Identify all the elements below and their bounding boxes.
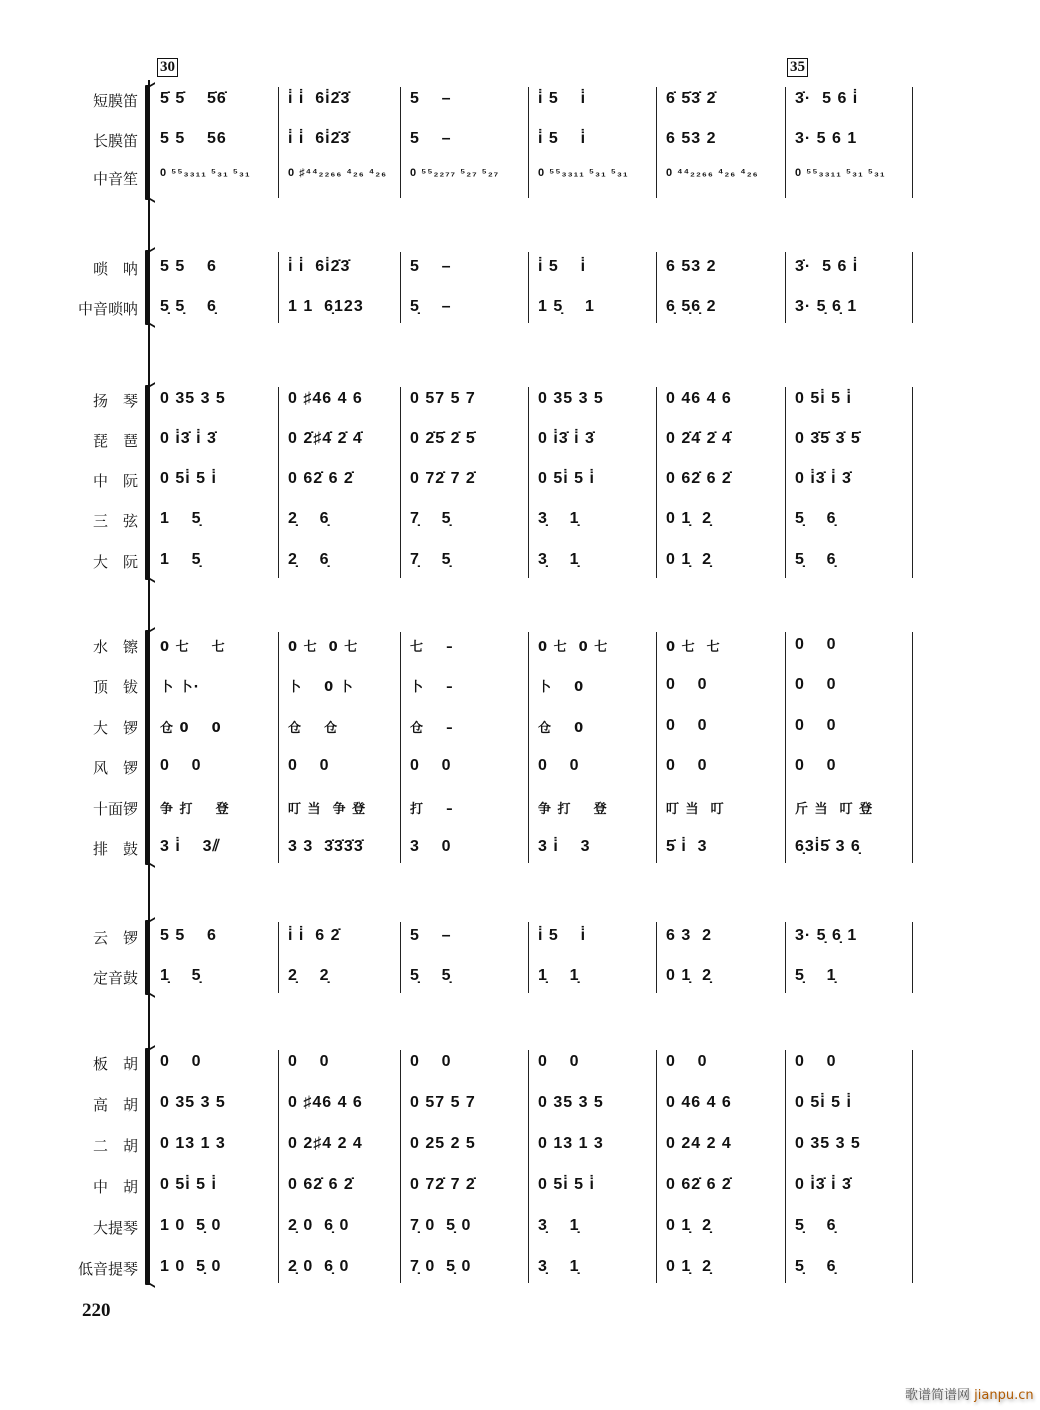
measure-notation: 0 0 xyxy=(795,757,837,774)
page-number: 220 xyxy=(82,1300,111,1321)
measure-notation: 3 3 3̇3̇3̇3̇ xyxy=(288,838,364,855)
measure-notation: 7̣ 5̣ xyxy=(410,551,452,568)
instrument-label: 唢 呐 xyxy=(92,260,138,278)
barline xyxy=(278,387,279,578)
measure-notation: 6 53 2 xyxy=(666,130,717,147)
measure-notation: 卜 0 卜 xyxy=(288,680,354,695)
measure-notation: 5̣ – xyxy=(410,298,452,315)
barline xyxy=(278,1050,279,1283)
barline xyxy=(400,387,401,578)
instrument-label: 云 锣 xyxy=(92,929,138,947)
instrument-label: 大 阮 xyxy=(92,553,138,571)
barline xyxy=(278,632,279,863)
barline xyxy=(400,1050,401,1283)
barline xyxy=(528,632,529,863)
measure-notation: 仓 0 xyxy=(538,721,585,736)
measure-notation: 0 62̇ 6 2̇ xyxy=(288,470,354,487)
measure-notation: 5̣ 5̣ xyxy=(410,967,452,984)
measure-notation: 5̇ i̇ 3 xyxy=(666,838,708,855)
measure-notation: 0 ⁵⁵₃₃₁₁ ⁵₃₁ ⁵₃₁ xyxy=(160,167,251,179)
measure-notation: 卜 卜· xyxy=(160,680,200,695)
measure-notation: 0 0 xyxy=(288,1053,330,1070)
measure-notation: 0 13 1 3 xyxy=(160,1135,226,1152)
measure-notation: i̇ 5 i̇ xyxy=(538,90,587,107)
measure-notation: 6̇ 5̇3̇ 2̇ xyxy=(666,90,717,107)
measure-notation: 0 0 xyxy=(160,1053,202,1070)
measure-notation: 争 打 登 xyxy=(538,802,608,817)
bracket-bowed-strings xyxy=(145,1048,150,1285)
measure-notation: 5̣ 6̣ xyxy=(795,510,837,527)
bracket-percussion xyxy=(145,630,150,865)
measure-notation: 0 62̇ 6 2̇ xyxy=(666,1176,732,1193)
barline xyxy=(528,922,529,993)
barline xyxy=(278,922,279,993)
measure-notation: 5̣ 6̣ xyxy=(795,1258,837,1275)
instrument-label: 三 弦 xyxy=(92,512,138,530)
instrument-label: 长膜笛 xyxy=(92,132,138,150)
measure-notation: 3 0 xyxy=(410,838,452,855)
measure-notation: 0 3̇5̇ 3̇ 5̇ xyxy=(795,430,861,447)
measure-notation: 0 ♯⁴⁴₂₂₆₆ ⁴₂₆ ⁴₂₆ xyxy=(288,167,388,179)
barline xyxy=(528,387,529,578)
measure-notation: 1̣ 1̣ xyxy=(538,967,580,984)
measure-notation: 0 0 xyxy=(410,1053,452,1070)
barline xyxy=(400,87,401,198)
barline xyxy=(785,252,786,323)
barline xyxy=(785,387,786,578)
instrument-label: 二 胡 xyxy=(92,1137,138,1155)
measure-notation: 仓 仓 xyxy=(288,721,339,736)
measure-notation: 3̇· 5 6 i̇ xyxy=(795,90,859,107)
measure-notation: 5̣ 6̣ xyxy=(795,551,837,568)
measure-notation: 6 3 2 xyxy=(666,927,713,944)
measure-notation: 卜 0 xyxy=(538,680,585,695)
watermark xyxy=(905,1384,1034,1403)
measure-notation: i̇ 5 i̇ xyxy=(538,258,587,275)
measure-notation: i̇ i̇ 6i̇2̇3̇ xyxy=(288,90,351,107)
measure-notation: 打 – xyxy=(410,802,454,817)
barline xyxy=(912,87,913,198)
barline xyxy=(528,87,529,198)
measure-notation: 3 i̇ 3 xyxy=(538,838,591,855)
measure-notation: i̇ i̇ 6 2̇ xyxy=(288,927,341,944)
measure-notation: 5̣ 5̣ 6̣ xyxy=(160,298,217,315)
measure-notation: 2̣ 2̣ xyxy=(288,967,330,984)
measure-notation: 0 1̣ 2̣ xyxy=(666,1217,713,1234)
measure-notation: 0 35 3 5 xyxy=(538,1094,604,1111)
barline xyxy=(785,922,786,993)
bracket-winds xyxy=(145,85,150,200)
measure-notation: 0 0 xyxy=(666,717,708,734)
instrument-label: 高 胡 xyxy=(92,1096,138,1114)
instrument-label: 短膜笛 xyxy=(92,92,138,110)
measure-notation: i̇ i̇ 6i̇2̇3̇ xyxy=(288,258,351,275)
instrument-label: 定音鼓 xyxy=(92,969,138,987)
measure-notation: 5̣ 6̣ xyxy=(795,1217,837,1234)
measure-notation: 0 1̣ 2̣ xyxy=(666,551,713,568)
measure-notation: 0 2̇5̇ 2̇ 5̇ xyxy=(410,430,476,447)
measure-notation: 5 – xyxy=(410,130,452,147)
measure-notation: 0 1̣ 2̣ xyxy=(666,1258,713,1275)
barline xyxy=(785,1050,786,1283)
rehearsal-mark: 35 xyxy=(787,58,808,77)
watermark-text: 歌谱简谱网 xyxy=(905,1388,971,1403)
measure-notation: 5 5 6 xyxy=(160,927,217,944)
measure-notation: 争 打 登 xyxy=(160,802,230,817)
measure-notation: 0 24 2 4 xyxy=(666,1135,732,1152)
measure-notation: 0 2̇4̇ 2̇ 4̇ xyxy=(666,430,732,447)
measure-notation: 0 5i̇ 5 i̇ xyxy=(160,1176,217,1193)
measure-notation: 0 ♯46 4 6 xyxy=(288,1094,363,1111)
measure-notation: 0 2♯4 2 4 xyxy=(288,1135,363,1152)
measure-notation: 1 5̣ xyxy=(160,510,202,527)
measure-notation: 5 – xyxy=(410,927,452,944)
rehearsal-mark: 30 xyxy=(157,58,178,77)
measure-notation: 0 七 0 七 xyxy=(288,640,359,655)
bracket-yunluo-timpani xyxy=(145,920,150,995)
instrument-label: 水 镲 xyxy=(92,638,138,656)
measure-notation: 6̣ 5̣6̣ 2 xyxy=(666,298,717,315)
measure-notation: 斤 当 叮 登 xyxy=(795,802,874,817)
measure-notation: 5 – xyxy=(410,90,452,107)
instrument-label: 十面锣 xyxy=(92,800,138,818)
barline xyxy=(656,922,657,993)
measure-notation: 叮 当 叮 xyxy=(666,802,725,817)
measure-notation: 1 0 5̣ 0 xyxy=(160,1258,222,1275)
measure-notation: 0 57 5 7 xyxy=(410,390,476,407)
measure-notation: 0 0 xyxy=(795,1053,837,1070)
measure-notation: 3· 5̣ 6̣ 1 xyxy=(795,927,858,944)
measure-notation: 0 5i̇ 5 i̇ xyxy=(795,390,852,407)
measure-notation: 2̣ 0 6̣ 0 xyxy=(288,1217,350,1234)
measure-notation: i̇ 5 i̇ xyxy=(538,130,587,147)
measure-notation: 0 0 xyxy=(538,757,580,774)
barline xyxy=(912,252,913,323)
barline xyxy=(912,1050,913,1283)
measure-notation: 0 ♯46 4 6 xyxy=(288,390,363,407)
measure-notation: 0 ⁵⁵₃₃₁₁ ⁵₃₁ ⁵₃₁ xyxy=(538,167,629,179)
instrument-label: 风 锣 xyxy=(92,759,138,777)
measure-notation: 2̣ 0 6̣ 0 xyxy=(288,1258,350,1275)
measure-notation: 0 5i̇ 5 i̇ xyxy=(538,470,595,487)
measure-notation: 0 46 4 6 xyxy=(666,1094,732,1111)
measure-notation: 0 46 4 6 xyxy=(666,390,732,407)
measure-notation: 0 35 3 5 xyxy=(160,390,226,407)
measure-notation: 1 5̣ 1 xyxy=(538,298,595,315)
bracket-plucked-strings xyxy=(145,385,150,580)
barline xyxy=(912,922,913,993)
measure-notation: 0 35 3 5 xyxy=(795,1135,861,1152)
barline xyxy=(656,87,657,198)
measure-notation: 0 0 xyxy=(795,676,837,693)
measure-notation: 0 57 5 7 xyxy=(410,1094,476,1111)
barline xyxy=(656,1050,657,1283)
barline xyxy=(278,87,279,198)
measure-notation: 6̣3i̇5̇ 3 6̣ xyxy=(795,838,861,855)
measure-notation: 0 0 xyxy=(666,757,708,774)
measure-notation: 0 62̇ 6 2̇ xyxy=(288,1176,354,1193)
measure-notation: 1 5̣ xyxy=(160,551,202,568)
measure-notation: 6 53 2 xyxy=(666,258,717,275)
instrument-label: 大提琴 xyxy=(92,1219,138,1237)
measure-notation: 七 – xyxy=(410,640,454,655)
measure-notation: 0 0 xyxy=(160,757,202,774)
measure-notation: 0 i̇3̇ i̇ 3̇ xyxy=(795,1176,852,1193)
measure-notation: 卜 – xyxy=(410,680,454,695)
barline xyxy=(912,387,913,578)
measure-notation: 0 0 xyxy=(666,676,708,693)
measure-notation: 0 i̇3̇ i̇ 3̇ xyxy=(160,430,217,447)
barline xyxy=(656,632,657,863)
measure-notation: 0 35 3 5 xyxy=(160,1094,226,1111)
measure-notation: 2̣ 6̣ xyxy=(288,510,330,527)
measure-notation: 7̣ 0 5̣ 0 xyxy=(410,1217,472,1234)
measure-notation: 3̣ 1̣ xyxy=(538,1217,580,1234)
measure-notation: 5̣ 1̣ xyxy=(795,967,837,984)
bracket-suona xyxy=(145,250,150,325)
measure-notation: 0 25 2 5 xyxy=(410,1135,476,1152)
measure-notation: 0 七 0 七 xyxy=(538,640,609,655)
measure-notation: i̇ 5 i̇ xyxy=(538,927,587,944)
barline xyxy=(400,922,401,993)
measure-notation: 0 5i̇ 5 i̇ xyxy=(538,1176,595,1193)
instrument-label: 顶 钹 xyxy=(92,678,138,696)
measure-notation: 1̣ 5̣ xyxy=(160,967,202,984)
instrument-label: 琵 琶 xyxy=(92,432,138,450)
measure-notation: 0 0 xyxy=(410,757,452,774)
instrument-label: 排 鼓 xyxy=(92,840,138,858)
measure-notation: 0 5i̇ 5 i̇ xyxy=(795,1094,852,1111)
watermark-url: jianpu.cn xyxy=(974,1388,1034,1403)
instrument-label: 中 阮 xyxy=(92,472,138,490)
measure-notation: 仓 – xyxy=(410,721,454,736)
measure-notation: 0 0 xyxy=(795,636,837,653)
measure-notation: 0 2̇♯4̇ 2̇ 4̇ xyxy=(288,430,363,447)
barline xyxy=(656,387,657,578)
instrument-label: 扬 琴 xyxy=(92,392,138,410)
instrument-label: 大 锣 xyxy=(92,719,138,737)
measure-notation: 3̣ 1̣ xyxy=(538,510,580,527)
measure-notation: 0 七 七 xyxy=(160,640,226,655)
barline xyxy=(278,252,279,323)
measure-notation: 0 1̣ 2̣ xyxy=(666,967,713,984)
barline xyxy=(912,632,913,863)
barline xyxy=(528,252,529,323)
measure-notation: 3· 5 6 1 xyxy=(795,130,858,147)
measure-notation: 0 i̇3̇ i̇ 3̇ xyxy=(795,470,852,487)
barline xyxy=(400,632,401,863)
measure-notation: 0 ⁵⁵₃₃₁₁ ⁵₃₁ ⁵₃₁ xyxy=(795,167,886,179)
measure-notation: 7̣ 5̣ xyxy=(410,510,452,527)
barline xyxy=(785,632,786,863)
measure-notation: 5 5 6 xyxy=(160,258,217,275)
measure-notation: 0 72̇ 7 2̇ xyxy=(410,1176,476,1193)
measure-notation: 0 七 七 xyxy=(666,640,721,655)
measure-notation: 5̇ 5̇ 5̇6̇ xyxy=(160,90,227,107)
instrument-label: 低音提琴 xyxy=(77,1260,138,1278)
barline xyxy=(400,252,401,323)
measure-notation: 7̣ 0 5̣ 0 xyxy=(410,1258,472,1275)
barline xyxy=(528,1050,529,1283)
measure-notation: 0 ⁵⁵₂₂₇₇ ⁵₂₇ ⁵₂₇ xyxy=(410,167,500,179)
instrument-label: 板 胡 xyxy=(92,1055,138,1073)
measure-notation: 0 0 xyxy=(795,717,837,734)
measure-notation: 3 i̇ 3⫽ xyxy=(160,838,221,855)
measure-notation: 0 i̇3̇ i̇ 3̇ xyxy=(538,430,595,447)
measure-notation: 0 0 xyxy=(288,757,330,774)
measure-notation: 3· 5̣ 6̣ 1 xyxy=(795,298,858,315)
measure-notation: 5 – xyxy=(410,258,452,275)
measure-notation: i̇ i̇ 6i̇2̇3̇ xyxy=(288,130,351,147)
instrument-label: 中音唢呐 xyxy=(77,300,138,318)
measure-notation: 3̣ 1̣ xyxy=(538,551,580,568)
measure-notation: 0 0 xyxy=(538,1053,580,1070)
barline xyxy=(785,87,786,198)
measure-notation: 3̣ 1̣ xyxy=(538,1258,580,1275)
measure-notation: 叮 当 争 登 xyxy=(288,802,367,817)
measure-notation: 0 62̇ 6 2̇ xyxy=(666,470,732,487)
measure-notation: 0 13 1 3 xyxy=(538,1135,604,1152)
measure-notation: 0 5i̇ 5 i̇ xyxy=(160,470,217,487)
measure-notation: 0 35 3 5 xyxy=(538,390,604,407)
instrument-label: 中音笙 xyxy=(92,170,138,188)
barline xyxy=(656,252,657,323)
measure-notation: 5 5 56 xyxy=(160,130,227,147)
measure-notation: 仓 0 0 xyxy=(160,721,222,736)
measure-notation: 0 ⁴⁴₂₂₆₆ ⁴₂₆ ⁴₂₆ xyxy=(666,167,759,179)
measure-notation: 1 1 6̣123 xyxy=(288,298,364,315)
measure-notation: 0 1̣ 2̣ xyxy=(666,510,713,527)
measure-notation: 3̇· 5 6 i̇ xyxy=(795,258,859,275)
measure-notation: 0 72̇ 7 2̇ xyxy=(410,470,476,487)
measure-notation: 0 0 xyxy=(666,1053,708,1070)
measure-notation: 2̣ 6̣ xyxy=(288,551,330,568)
measure-notation: 1 0 5̣ 0 xyxy=(160,1217,222,1234)
instrument-label: 中 胡 xyxy=(92,1178,138,1196)
